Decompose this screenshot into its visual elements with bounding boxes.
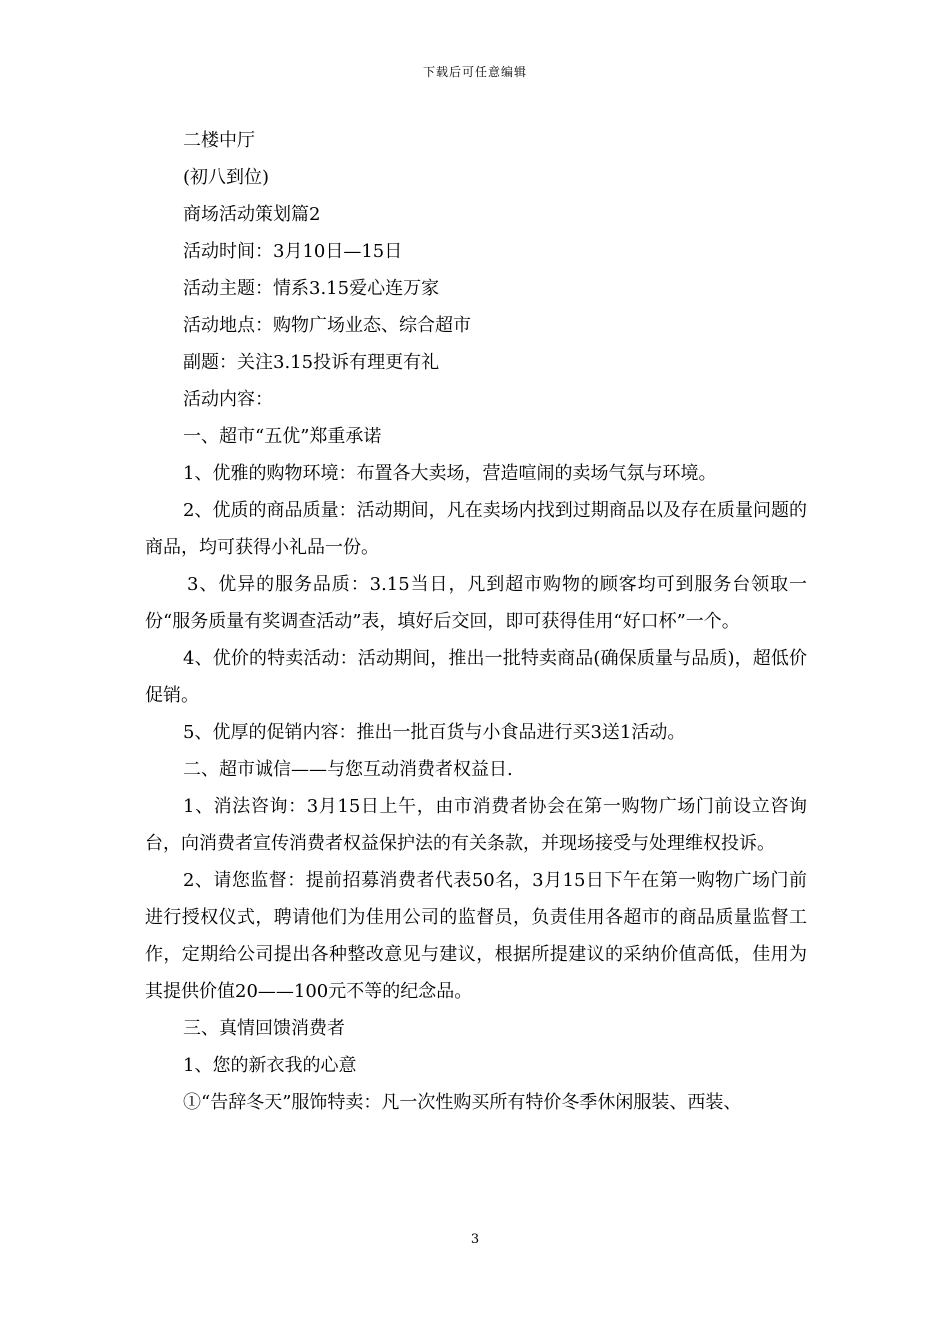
paragraph: 3、优异的服务品质：3.15当日，凡到超市购物的顾客均可到服务台领取一份“服务质量有奖调查活动”表，填好后交回，即可获得佳用“好口杯”一个。 (145, 574, 807, 632)
paragraph: 1、优雅的购物环境：布置各大卖场，营造喧闹的卖场气氛与环境。 (183, 463, 717, 484)
paragraph: ①“告辞冬天”服饰特卖：凡一次性购买所有特价冬季休闲服装、西装、 (183, 1092, 742, 1113)
section-heading: 二、超市诚信——与您互动消费者权益日. (183, 759, 513, 780)
paragraph: 5、优厚的促销内容：推出一批百货与小食品进行买3送1活动。 (183, 722, 686, 743)
page-number: 3 (470, 1232, 480, 1247)
page-header-note: 下载后可任意编辑 (422, 65, 527, 79)
paragraph: 4、优价的特卖活动：活动期间，推出一批特卖商品(确保质量与品质)，超低价促销。 (145, 648, 807, 706)
paragraph: 2、优质的商品质量：活动期间，凡在卖场内找到过期商品以及存在质量问题的商品，均可获得小礼品一份。 (145, 500, 807, 558)
paragraph: 商场活动策划篇2 (183, 204, 321, 225)
section-heading: 一、超市“五优”郑重承诺 (183, 426, 382, 447)
paragraph: 1、消法咨询：3月15日上午，由市消费者协会在第一购物广场门前设立咨询台，向消费者宣传消费者权益保护法的有关条款，并现场接受与处理维权投诉。 (145, 796, 807, 854)
paragraph: 2、请您监督：提前招募消费者代表50名，3月15日下午在第一购物广场门前进行授权仪式，聘请他们为佳用公司的监督员，负责佳用各超市的商品质量监督工作，定期给公司提出各种整改意见与建议，根据所提建议的采纳价值高低，佳用为其提供价值20——100元不等的纪念品。 (145, 870, 807, 1002)
paragraph: 二楼中厅 (183, 130, 255, 151)
paragraph: 活动时间：3月10日—15日 (183, 241, 403, 262)
paragraph: 1、您的新衣我的心意 (183, 1055, 357, 1076)
paragraph: 活动地点：购物广场业态、综合超市 (183, 315, 471, 336)
document-body (145, 122, 807, 1121)
paragraph: 活动主题：情系3.15爱心连万家 (183, 278, 440, 299)
paragraph: (初八到位) (183, 167, 270, 188)
paragraph: 活动内容： (183, 389, 273, 410)
paragraph: 副题：关注3.15投诉有理更有礼 (183, 352, 440, 373)
section-heading: 三、真情回馈消费者 (183, 1018, 345, 1039)
